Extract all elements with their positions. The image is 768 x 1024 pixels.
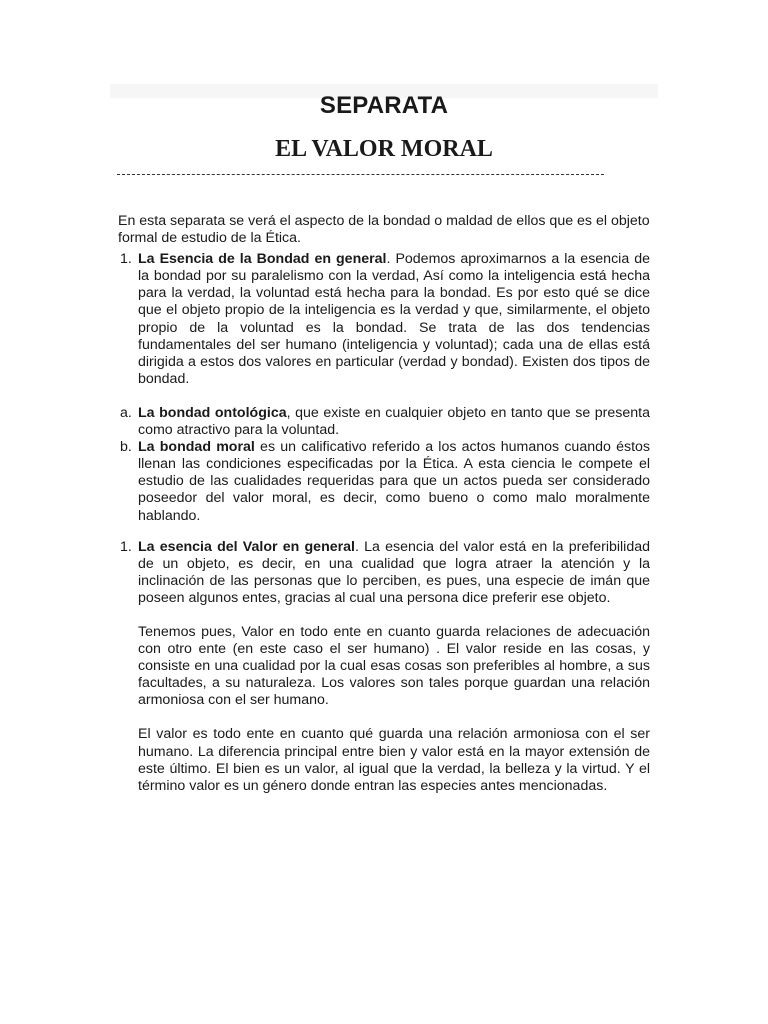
section-bondad-general [112,251,650,388]
intro-paragraph: En esta separata se verá el aspecto de la bondad o maldad de ellos que es el objeto formal de estudio de la Ética. [118,213,650,247]
type-paragraph [138,439,650,524]
list-marker: 1. [120,538,132,555]
section-heading: La Esencia de la Bondad en general [138,251,387,268]
section-paragraph-2: Tenemos pues, Valor en todo ente en cuanto guarda relaciones de adecuación con otro ente (en este caso el ser humano) . El valor reside en las cosas, y consiste en una cualidad por la cual esas cosas son preferibles al hombre, a sus facultades, a su naturaleza. Los valores son tales porque guardan una relación armoniosa con el ser humano. [138,623,650,709]
document-title: SEPARATA [319,92,449,119]
type-paragraph [138,405,650,439]
list-marker: 1. [120,251,132,268]
section-paragraph-3: El valor es todo ente en cuanto qué guarda una relación armoniosa con el ser humano. La diferencia principal entre bien y valor está en la mayor extensión de este último. El bien es un valor, al igual que la verdad, la belleza y la virtud. Y el término valor es un género donde entran las especies antes mencionadas. [138,726,650,794]
document-subtitle: EL VALOR MORAL [275,136,493,162]
bondad-type-moral [112,439,650,524]
type-text: , que existe en cualquier objeto en tanto que se presenta como atractivo para la voluntad. [138,404,650,439]
section-paragraph [138,251,650,388]
type-heading: La bondad ontológica [138,404,287,421]
list-marker: b. [120,439,132,456]
bondad-type-ontologica [112,405,650,439]
section-text: . Podemos aproximarnos a la esencia de la bondad por su paralelismo con la verdad, Así como la inteligencia está hecha para la verdad, la voluntad está hecha para la bondad. Es por esto qué se dice que el objeto propio de la inteligencia es la verdad y que, similarmente, el objeto propio de la voluntad es la bondad. Se trata de las dos tendencias fundamentales del ser humano (inteligencia y voluntad); cada una de ellas está dirigida a estos dos valores en particular (verdad y bondad). Existen dos tipos de bondad. [138,251,650,387]
section-heading: La esencia del Valor en general [138,538,355,555]
type-text: es un calificativo referido a los actos humanos cuando éstos llenan las condiciones especificadas por la Ética. A esta ciencia le compete el estudio de las cualidades requeridas para que un actos pueda ser considerado poseedor del valor moral, es decir, como bueno o como malo moralmente hablando. [138,439,651,524]
dashed-divider [117,174,604,175]
type-heading: La bondad moral [138,439,255,456]
document-body [112,213,650,795]
section-paragraph [138,539,650,607]
list-marker: a. [120,404,132,421]
section-text: . La esencia del valor está en la preferibilidad de un objeto, es decir, en una cualidad que logra atraer la atención y la inclinación de las personas que lo perciben, es pues, una especie de imán que poseen algunos entes, gracias al cual una persona dice preferir ese objeto. [138,538,650,606]
section-valor-general [112,539,650,795]
